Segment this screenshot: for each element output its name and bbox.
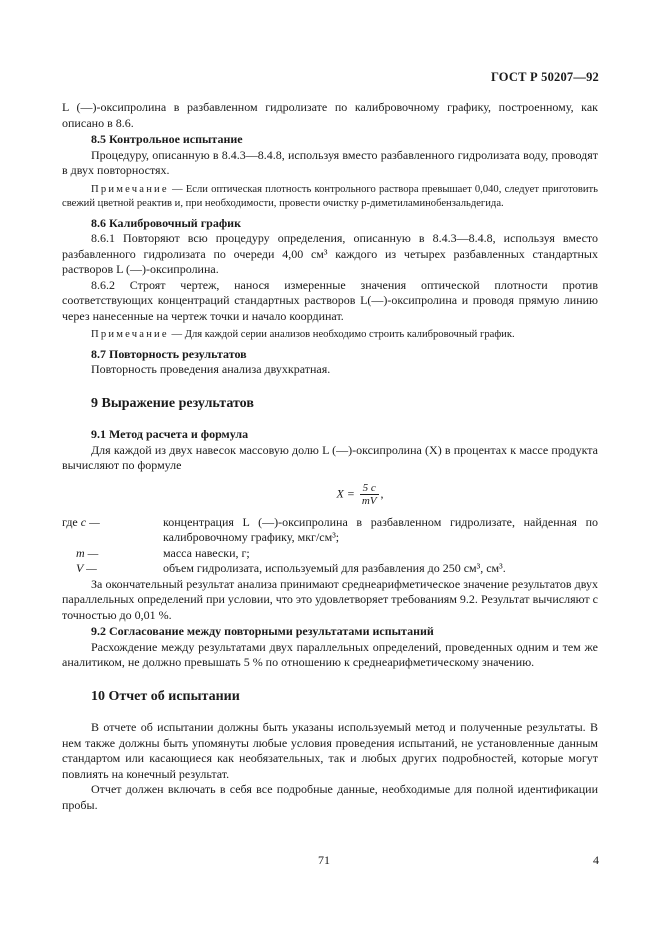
section-9-heading: 9 Выражение результатов: [91, 395, 254, 411]
section-9-2-text: Расхождение между результатами двух параллельных определений, проведенных одним и тем же аналитиком, не должно превышать 5 % по отношению к среднеарифметическому значению.: [62, 639, 598, 669]
definition-m-text: масса навески, г;: [163, 545, 250, 560]
m-symbol: m —: [76, 545, 99, 560]
section-8-6-1-text: 8.6.1 Повторяют всю процедуру определения, описанную в 8.4.3—8.4.8, используя вместо разбавленного гидролизата по очереди 4,00 см³ каждого из четырех разбавленных стандартных растворов L (—)-оксипролина.: [62, 231, 598, 276]
definition-c: [62, 515, 598, 546]
note-text: — Для каждой серии анализов необходимо строить калибровочный график.: [168, 329, 515, 340]
section-8-7-text: Повторность проведения анализа двухкратная.: [91, 362, 331, 376]
note-text: — Если оптическая плотность контрольного раствора превышает 0,040, следует приготовить свежий цветной реактив и, при необходимости, провести очистку p-диметиламинобензальдегида.: [62, 183, 598, 209]
where-word: где: [62, 514, 78, 529]
section-10-text-2: Отчет должен включать в себя все подробные данные, необходимые для полной идентификации пробы.: [62, 782, 598, 812]
document-body: [62, 100, 598, 813]
continuation-paragraph: L (—)-оксипролина в разбавленном гидролизате по калибровочному графику, построенному, как описано в 8.6.: [62, 100, 598, 130]
section-9-1-title: 9.1 Метод расчета и формула: [91, 427, 249, 441]
section-10-text-1: В отчете об испытании должны быть указаны используемый метод и полученные результаты. В нем также должны быть упомянуты любые условия проведения испытаний, не установленные данным стандартом или касающиеся как необязательных, так и любых других подробностей, которые могут повлиять на конечный результат.: [62, 720, 598, 781]
definition-m: [62, 546, 598, 562]
section-10-heading: 10 Отчет об испытании: [91, 688, 240, 704]
section-8-6-2-text: 8.6.2 Строят чертеж, нанося измеренные значения оптической плотности против соответствующих концентраций стандартных растворов L(—)-оксипролина и проводя прямую линию через нанесенные на чертеж точки и начало координат.: [62, 277, 598, 323]
definition-c-text: концентрация L (—)-оксипролина в разбавленном гидролизате, найденная по калибровочному графику, мкг/см³;: [163, 514, 598, 544]
note-label: Примечание: [91, 329, 169, 340]
definition-v-text: объем гидролизата, используемый для разбавления до 250 см³, см³.: [163, 561, 506, 575]
section-9-1-text: Для каждой из двух навесок массовую долю L (—)-оксипролина (X) в процентах к массе продукта вычисляют по формуле: [62, 442, 598, 472]
note-label: Примечание: [91, 183, 169, 195]
section-8-7-title: 8.7 Повторность результатов: [91, 346, 247, 361]
page-number-right: 4: [593, 853, 599, 867]
section-8-5-text: Процедуру, описанную в 8.4.3—8.4.8, используя вместо разбавленного гидролизата воду, проводят в двух повторностях.: [62, 147, 598, 177]
standard-header: ГОСТ Р 50207—92: [490, 70, 599, 84]
definition-v: [62, 561, 598, 577]
formula-fraction: [360, 482, 379, 507]
formula: [62, 482, 598, 507]
section-8-6-title: 8.6 Калибровочный график: [91, 215, 241, 230]
c-symbol: c —: [80, 514, 100, 529]
formula-denominator: mV: [361, 494, 377, 507]
page-number-center: 71: [318, 853, 330, 867]
v-symbol: V —: [76, 561, 97, 575]
definition-m-symbol: [62, 546, 158, 562]
section-8-5-note: [62, 183, 598, 212]
section-9-1-after: За окончательный результат анализа принимают среднеарифметическое значение результатов двух параллельных определений при условии, что это удовлетворяет требованиям 9.2. Результат вычисляют с точностью до 0,01 %.: [62, 576, 598, 622]
formula-tail: ,: [380, 485, 384, 500]
definition-v-symbol: [62, 561, 158, 577]
section-9-2-title: 9.2 Согласование между повторными результатами испытаний: [91, 624, 434, 638]
definition-c-symbol: [62, 515, 158, 531]
formula-lhs: X =: [336, 485, 355, 500]
section-8-6-note: [62, 328, 598, 343]
formula-numerator: 5 c: [360, 482, 379, 495]
section-8-5-title: 8.5 Контрольное испытание: [91, 132, 243, 146]
